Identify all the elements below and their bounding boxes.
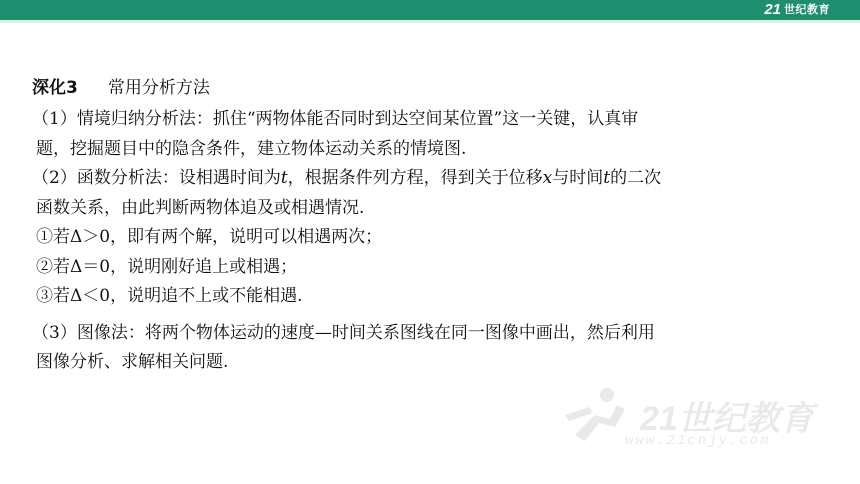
variable-x: x — [542, 168, 553, 188]
spacer — [32, 312, 832, 319]
section-heading — [32, 74, 832, 102]
case-zero-discriminant: ②若Δ＝0，说明刚好追上或相遇； — [36, 256, 298, 277]
variable-t: t — [280, 168, 288, 188]
watermark-url: www.21cnjy.com — [625, 433, 771, 449]
watermark-runner-icon — [555, 385, 635, 445]
case-positive-discriminant: ①若Δ＞0，即有两个解，说明可以相遇两次； — [36, 227, 383, 247]
text-segment: 的二次 — [610, 168, 662, 188]
text-line: 函数关系，由此判断两物体追及或相遇情况. — [36, 197, 365, 218]
text-segment: ，根据条件列方程，得到关于位移 — [287, 168, 543, 188]
text-segment: 与时间 — [552, 168, 604, 188]
paragraph-graph-method — [32, 319, 832, 378]
header-bar — [0, 0, 860, 20]
text-line: （3）图像法：将两个物体运动的速度—时间关系图线在同一图像中画出，然后利用 — [32, 322, 655, 343]
paragraph-function-method — [32, 164, 832, 312]
content-area — [32, 74, 832, 378]
text-line: 图像分析、求解相关问题. — [36, 352, 229, 372]
section-number: 深化3 — [32, 78, 78, 98]
paragraph-situation-method — [32, 105, 832, 164]
logo-runner-icon: 21 — [764, 1, 781, 18]
brand-logo — [764, 1, 830, 19]
text-line: （1）情境归纳分析法：抓住“两物体能否同时到达空间某位置”这一关键，认真审 — [32, 109, 639, 129]
logo-text: 世纪教育 — [784, 4, 830, 16]
section-title: 常用分析方法 — [107, 78, 210, 98]
watermark-logo — [555, 385, 845, 455]
watermark-brand: 21世纪教育 — [640, 400, 814, 438]
variable-t: t — [603, 168, 611, 188]
case-negative-discriminant: ③若Δ＜0，说明追不上或不能相遇. — [36, 286, 303, 306]
header-bar-shadow — [0, 20, 860, 23]
text-line — [32, 164, 832, 194]
text-line: 题，挖掘题目中的隐含条件，建立物体运动关系的情境图. — [36, 138, 467, 159]
text-segment: （2）函数分析法：设相遇时间为 — [32, 168, 281, 188]
